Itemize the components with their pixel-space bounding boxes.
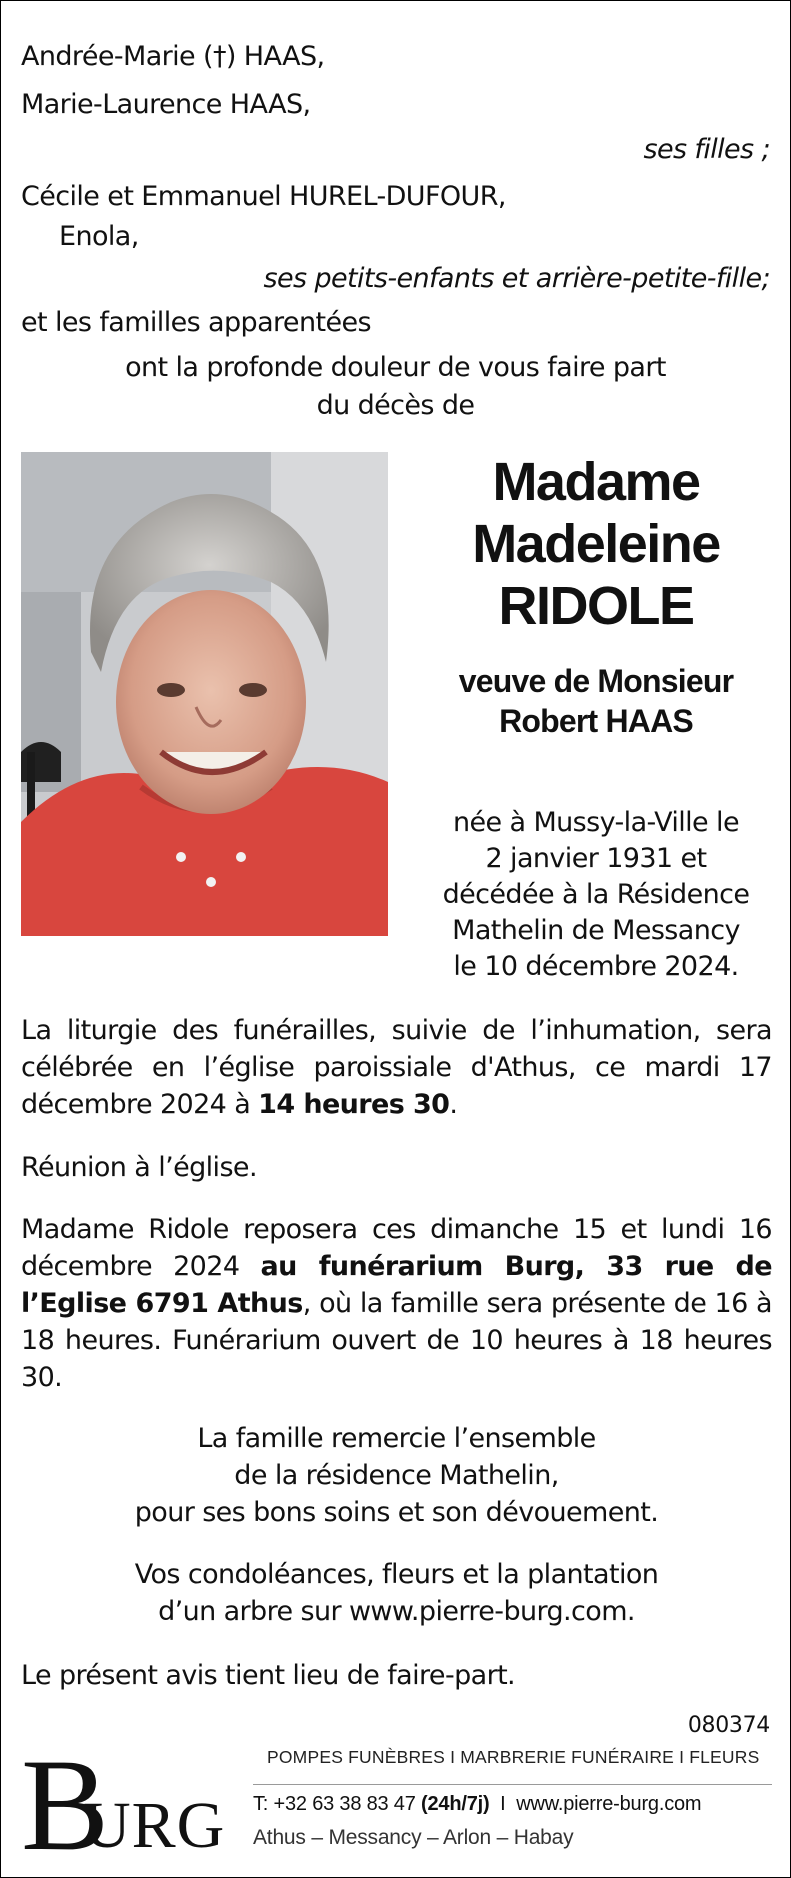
bio-line: Mathelin de Messancy: [452, 915, 740, 946]
funeral-time: 14 heures 30: [258, 1089, 450, 1120]
deceased-title: Madame: [492, 452, 700, 512]
thanks-paragraph: [21, 1420, 772, 1531]
funeral-end: .: [449, 1089, 458, 1120]
condolences-line: Vos condoléances, fleurs et la plantation: [134, 1559, 659, 1590]
footer-divider: [253, 1784, 772, 1785]
announce-line-2: du décès de: [316, 390, 475, 421]
thanks-line: de la résidence Mathelin,: [234, 1460, 559, 1491]
svg-text:B: B: [21, 1741, 110, 1859]
burg-logo: [21, 1741, 226, 1859]
funeral-paragraph: [21, 1012, 772, 1123]
family-line-1: Andrée-Marie (†) HAAS,: [21, 41, 325, 72]
reference-number: 080374: [687, 1713, 770, 1738]
footer-services: POMPES FUNÈBRES I MARBRERIE FUNÉRAIRE I FLEURS: [267, 1747, 760, 1767]
bio-line: 2 janvier 1931 et: [485, 843, 707, 874]
viewing-location: au funérarium Burg, 33 rue de l’Eglise 6791 Athus: [21, 1251, 772, 1319]
footer-locations: Athus – Messancy – Arlon – Habay: [253, 1826, 574, 1849]
svg-text:URG: URG: [83, 1789, 226, 1859]
bio-line: décédée à la Résidence: [442, 879, 750, 910]
funeral-text: La liturgie des funérailles, suivie de l’inhumation, sera célébrée en l’église paroissiale d'Athus, ce mardi 17 décembre 2024 à: [21, 1015, 772, 1120]
family-line-2: Marie-Laurence HAAS,: [21, 89, 311, 120]
viewing-paragraph: [21, 1211, 772, 1396]
thanks-line: La famille remercie l’ensemble: [197, 1423, 596, 1454]
meeting-paragraph: Réunion à l’église.: [21, 1152, 257, 1183]
family-role-grandchildren: ses petits-enfants et arrière-petite-fille;: [263, 263, 770, 294]
footer-hours: (24h/7j): [421, 1793, 490, 1815]
viewing-text-2: , où la famille sera présente de 16 à 18 heures. Funérarium ouvert de 10 heures à 18 heures 30.: [21, 1288, 772, 1393]
condolences-paragraph: [21, 1556, 772, 1630]
family-line-5: et les familles apparentées: [21, 307, 371, 338]
deceased-last-name: RIDOLE: [498, 576, 694, 636]
announce-line-1: ont la profonde douleur de vous faire part: [125, 352, 666, 383]
footer-website-link[interactable]: www.pierre-burg.com: [516, 1793, 702, 1815]
deceased-first-name: Madeleine: [472, 514, 720, 574]
bio-line: le 10 décembre 2024.: [453, 951, 739, 982]
deceased-name: [401, 451, 791, 741]
condolences-line: d’un arbre sur www.pierre-burg.com.: [158, 1596, 635, 1627]
footer-contact: [253, 1793, 701, 1816]
widow-line-2: Robert HAAS: [499, 703, 693, 739]
portrait-photo: [21, 452, 388, 936]
deceased-bio: [401, 805, 791, 985]
thanks-line: pour ses bons soins et son dévouement.: [134, 1497, 659, 1528]
family-line-3: Cécile et Emmanuel HUREL-DUFOUR,: [21, 181, 506, 212]
family-role-daughters: ses filles ;: [643, 134, 770, 165]
viewing-text-1: Madame Ridole reposera ces dimanche 15 et lundi 16 décembre 2024: [21, 1214, 772, 1282]
notice-paragraph: Le présent avis tient lieu de faire-part.: [21, 1660, 516, 1691]
footer-phone: T: +32 63 38 83 47: [253, 1793, 422, 1815]
bio-line: née à Mussy-la-Ville le: [453, 807, 739, 838]
footer-separator: I: [489, 1793, 517, 1815]
widow-line-1: veuve de Monsieur: [458, 663, 734, 699]
family-line-4: Enola,: [59, 221, 139, 252]
